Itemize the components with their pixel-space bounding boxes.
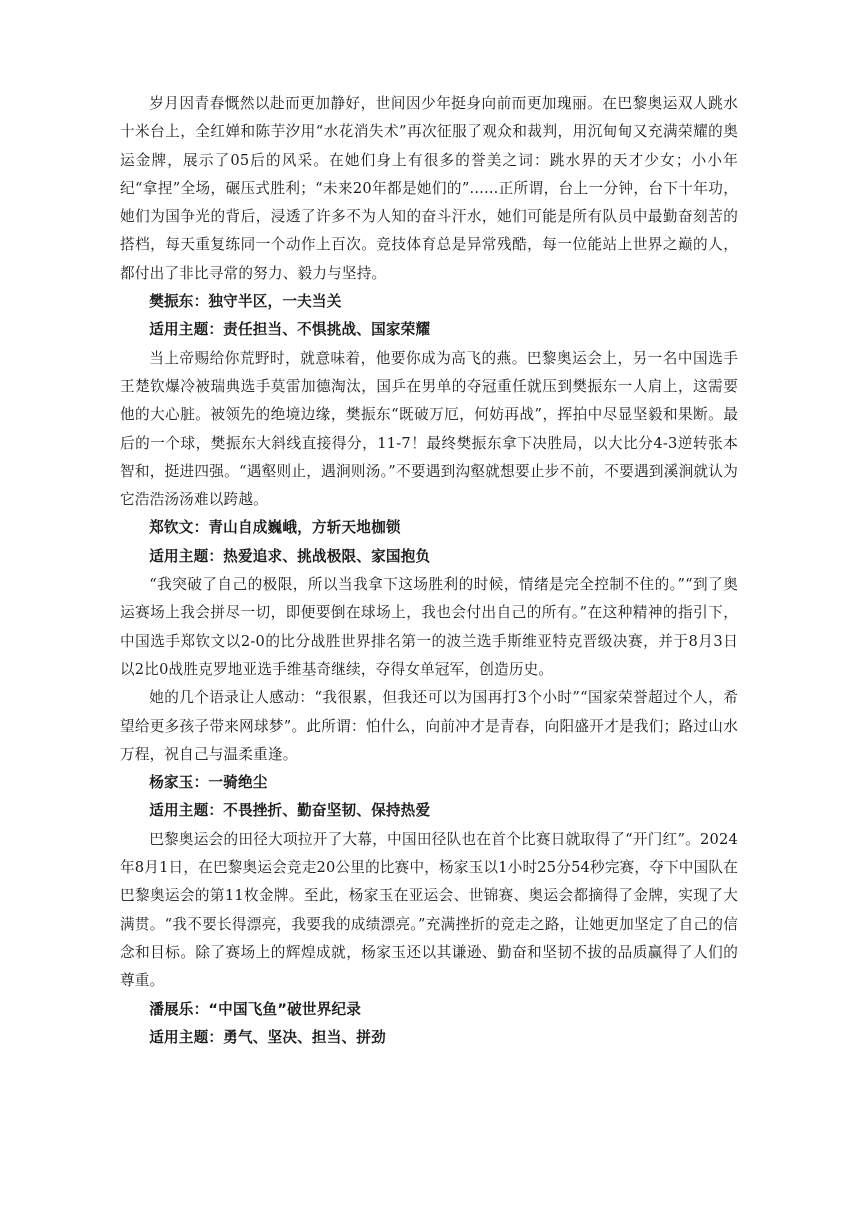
section-theme-fan: 适用主题：责任担当、不惧挑战、国家荣耀 <box>149 321 431 339</box>
section-paragraph-zheng-2: 她的几个语录让人感动：“我很累，但我还可以为国再打3个小时”“国家荣誉超过个人，希望给更多孩子带来网球梦”。此所谓：怕什么，向前冲才是青春，向阳盛开才是我们；路过山水万程，祝自己与温柔重逢。 <box>120 689 738 763</box>
section-theme-yang: 适用主题：不畏挫折、勤奋坚韧、保持热爱 <box>149 802 431 820</box>
section-paragraph-yang: 巴黎奥运会的田径大项拉开了大幕，中国田径队也在首个比赛日就取得了“开门红”。2024年8月1日，在巴黎奥运会竞走20公里的比赛中，杨家玉以1小时25分54秒完赛，夺下中国队在巴黎奥运会的第11枚金牌。至此，杨家玉在亚运会、世锦赛、奥运会都摘得了金牌，实现了大满贯。“我不要长得漂亮，我要我的成绩漂亮。”充满挫折的竞走之路，让她更加坚定了自己的信念和目标。除了赛场上的辉煌成就，杨家玉还以其谦逊、勤奋和坚韧不拔的品质赢得了人们的尊重。 <box>120 830 738 990</box>
section-theme-zheng: 适用主题：热爱追求、挑战极限、家国抱负 <box>149 547 431 565</box>
section-title-fan: 樊振东：独守半区，一夫当关 <box>149 293 342 311</box>
section-title-yang: 杨家玉：一骑绝尘 <box>149 774 268 792</box>
section-title-pan: 潘展乐：“中国飞鱼”破世界纪录 <box>149 1000 362 1018</box>
section-title-zheng: 郑钦文：青山自成巍峨，方斩天地枷锁 <box>149 519 401 537</box>
section-paragraph-zheng-1: “我突破了自己的极限，所以当我拿下这场胜利的时候，情绪是完全控制不住的。”“到了奥运赛场上我会拼尽一切，即便要倒在球场上，我也会付出自己的所有。”在这种精神的指引下，中国选手郑钦文以2-0的比分战胜世界排名第一的波兰选手斯维亚特克晋级决赛，并于8月3日以2比0战胜克罗地亚选手维基奇继续，夺得女单冠军，创造历史。 <box>120 576 738 678</box>
intro-paragraph: 岁月因青春慨然以赴而更加静好，世间因少年挺身向前而更加瑰丽。在巴黎奥运双人跳水十米台上，全红婵和陈芋汐用“水花消失术”再次征服了观众和裁判，用沉甸甸又充满荣耀的奥运金牌，展示了05后的风采。在她们身上有很多的誉美之词：跳水界的天才少女；小小年纪“拿捏”全场，碾压式胜利；“未来20年都是她们的”......正所谓，台上一分钟，台下十年功，她们为国争光的背后，浸透了许多不为人知的奋斗汗水，她们可能是所有队员中最勤奋刻苦的搭档，每天重复练同一个动作上百次。竞技体育总是异常残酷，每一位能站上世界之巅的人，都付出了非比寻常的努力、毅力与坚持。 <box>120 95 738 282</box>
section-theme-pan: 适用主题：勇气、坚决、担当、拼劲 <box>149 1028 386 1046</box>
document-page <box>120 90 738 1052</box>
section-paragraph-fan: 当上帝赐给你荒野时，就意味着，他要你成为高飞的燕。巴黎奥运会上，另一名中国选手王楚钦爆冷被瑞典选手莫雷加德淘汰，国乒在男单的夺冠重任就压到樊振东一人肩上，这需要他的大心脏。被领先的绝境边缘，樊振东“既破万厄，何妨再战”，挥拍中尽显坚毅和果断。最后的一个球，樊振东大斜线直接得分，11-7！最终樊振东拿下决胜局，以大比分4-3逆转张本智和，挺进四强。“遇壑则止，遇涧则汤。”不要遇到沟壑就想要止步不前，不要遇到溪涧就认为它浩浩汤汤难以跨越。 <box>120 349 738 509</box>
